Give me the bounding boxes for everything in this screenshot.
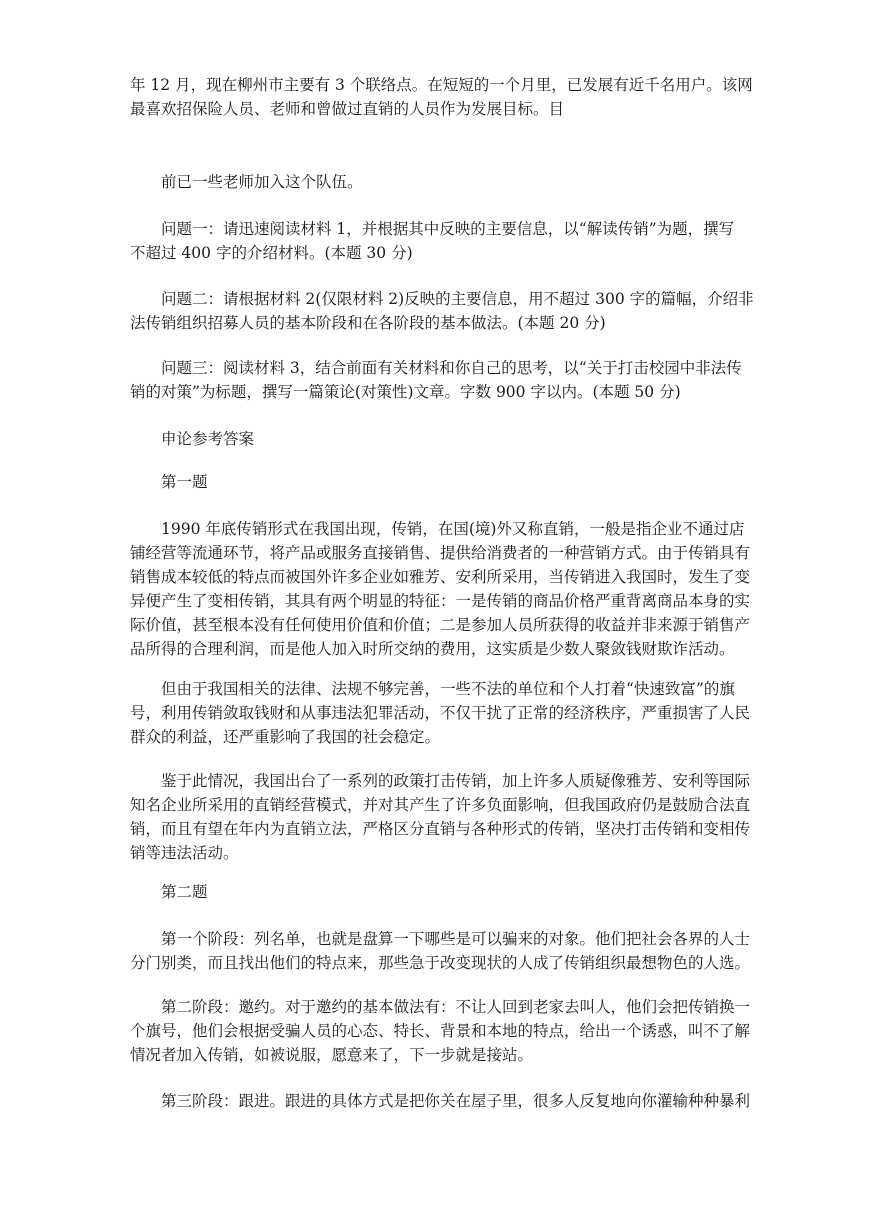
text-line: 第三阶段：跟进。跟进的具体方式是把你关在屋子里，很多人反复地向你灌输种种暴利 xyxy=(161,1092,751,1110)
answer-1-paragraph-2 xyxy=(130,677,751,749)
answer-1-paragraph-1 xyxy=(130,517,751,661)
text-line: 群众的利益，还严重影响了我国的社会稳定。 xyxy=(130,728,441,746)
text-line: 不超过 400 字的介绍材料。(本题 30 分) xyxy=(130,244,413,262)
text-line: 异便产生了变相传销，其具有两个明显的特征：一是传销的商品价格严重背离商品本身的实 xyxy=(130,592,751,610)
answer-2-stage-3 xyxy=(130,1089,751,1113)
question-3 xyxy=(130,356,742,404)
text-line: 第二阶段：邀约。对于邀约的基本做法有：不让人回到老家去叫人，他们会把传销换一 xyxy=(161,998,751,1016)
answer-2-stage-2 xyxy=(130,995,751,1067)
text-line: 年 12 月，现在柳州市主要有 3 个联络点。在短短的一个月里，已发展有近千名用户。该网 xyxy=(130,76,753,94)
answer-1-paragraph-3 xyxy=(130,769,751,865)
section-heading-answers xyxy=(130,427,742,451)
text-line: 申论参考答案 xyxy=(161,430,255,448)
text-line: 鉴于此情况，我国出台了一系列的政策打击传销，加上许多人质疑像雅芳、安利等国际 xyxy=(161,772,751,790)
text-line: 销等违法活动。 xyxy=(130,844,239,862)
answer-2-stage-1 xyxy=(130,927,751,975)
text-line: 最喜欢招保险人员、老师和曾做过直销的人员作为发展目标。目 xyxy=(130,100,565,118)
text-line: 铺经营等流通环节，将产品或服务直接销售、提供给消费者的一种营销方式。由于传销具有 xyxy=(130,544,751,562)
text-line: 1990 年底传销形式在我国出现，传销，在国(境)外又称直销，一般是指企业不通过店 xyxy=(161,520,745,538)
question-2 xyxy=(130,287,754,335)
text-line: 情况者加入传销，如被说服，愿意来了，下一步就是接站。 xyxy=(130,1046,534,1064)
text-line: 法传销组织招募人员的基本阶段和在各阶段的基本做法。(本题 20 分) xyxy=(130,314,606,332)
text-line: 销，而且有望在年内为直销立法，严格区分直销与各种形式的传销，坚决打击传销和变相传 xyxy=(130,820,751,838)
text-line: 知名企业所采用的直销经营模式，并对其产生了许多负面影响，但我国政府仍是鼓励合法直 xyxy=(130,796,751,814)
text-line: 个旗号，他们会根据受骗人员的心态、特长、背景和本地的特点，给出一个诱惑，叫不了解 xyxy=(130,1022,751,1040)
text-line: 第二题 xyxy=(161,883,208,901)
text-line: 号，利用传销敛取钱财和从事违法犯罪活动，不仅干扰了正常的经济秩序，严重损害了人民 xyxy=(130,704,751,722)
text-line: 前已一些老师加入这个队伍。 xyxy=(161,173,363,191)
question-1 xyxy=(130,217,742,265)
text-line: 品所得的合理利润，而是他人加入时所交纳的费用，这实质是少数人聚敛钱财欺诈活动。 xyxy=(130,640,735,658)
paragraph-2 xyxy=(130,170,742,194)
text-line: 第一题 xyxy=(161,473,208,491)
text-line: 际价值，甚至根本没有任何使用价值和价值；二是参加人员所获得的收益并非来源于销售产 xyxy=(130,616,751,634)
section-heading-q2 xyxy=(130,880,742,904)
paragraph-1 xyxy=(130,73,753,121)
text-line: 问题三：阅读材料 3，结合前面有关材料和你自己的思考，以“关于打击校园中非法传 xyxy=(161,359,742,377)
section-heading-q1 xyxy=(130,470,742,494)
text-line: 第一个阶段：列名单，也就是盘算一下哪些是可以骗来的对象。他们把社会各界的人士 xyxy=(161,930,751,948)
text-line: 分门别类，而且找出他们的特点来，那些急于改变现状的人成了传销组织最想物色的人选。 xyxy=(130,954,751,972)
text-line: 问题一：请迅速阅读材料 1，并根据其中反映的主要信息，以“解读传销”为题，撰写 xyxy=(161,220,735,238)
text-line: 销的对策”为标题，撰写一篇策论(对策性)文章。字数 900 字以内。(本题 50 分) xyxy=(130,383,681,401)
text-line: 销售成本较低的特点而被国外许多企业如雅芳、安利所采用，当传销进入我国时，发生了变 xyxy=(130,568,751,586)
text-line: 但由于我国相关的法律、法规不够完善，一些不法的单位和个人打着“快速致富”的旗 xyxy=(161,680,735,698)
text-line: 问题二：请根据材料 2(仅限材料 2)反映的主要信息，用不超过 300 字的篇幅，介绍非 xyxy=(161,290,754,308)
